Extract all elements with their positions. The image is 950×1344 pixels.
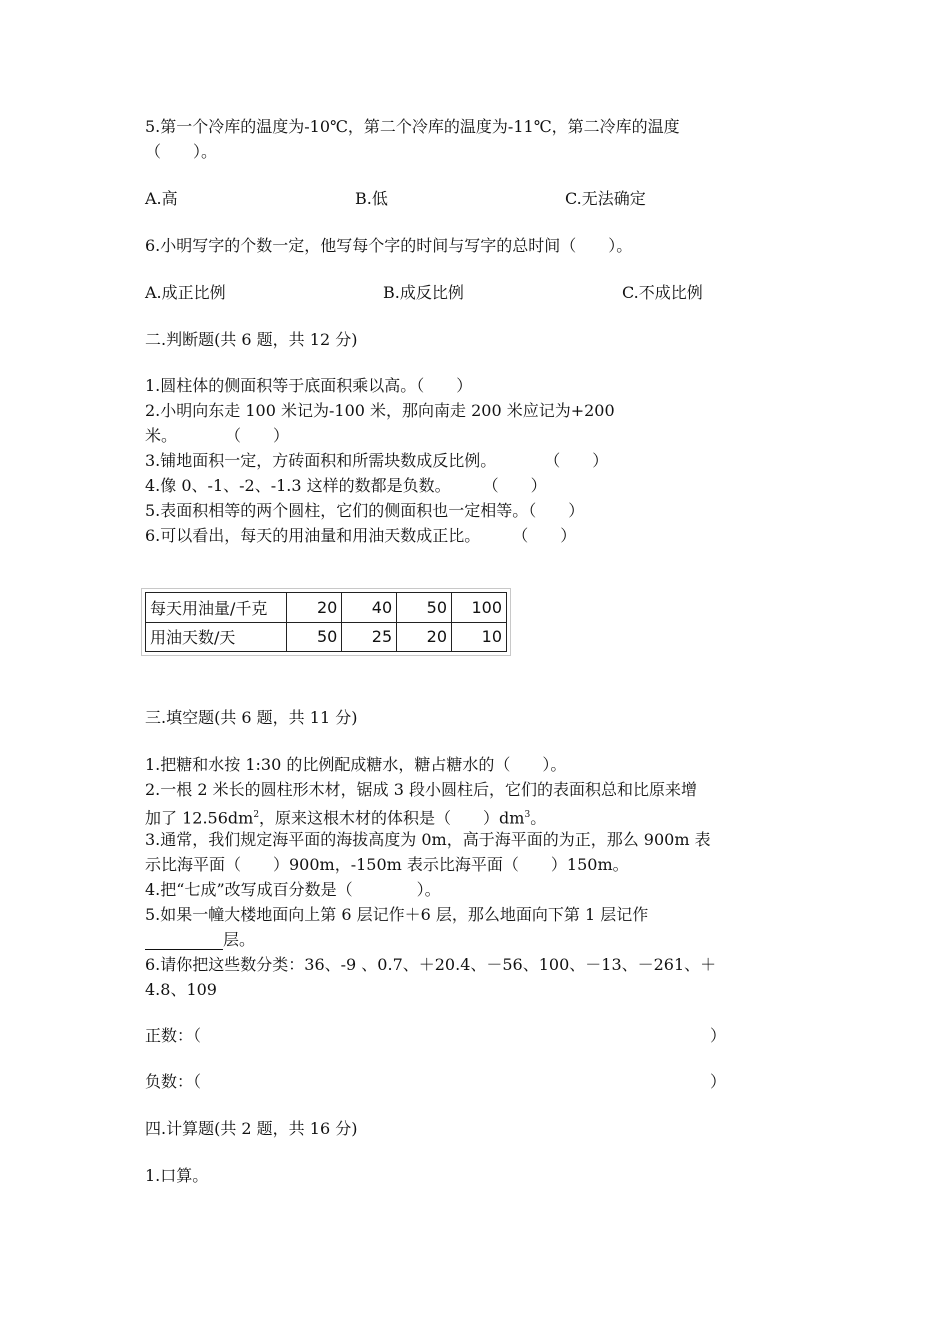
negative-close-paren: ） bbox=[710, 1072, 727, 1091]
fill-q2-text-a: 加了 12.56dm bbox=[145, 808, 254, 828]
table-row-label: 用油天数/天 bbox=[146, 622, 287, 652]
table-row bbox=[146, 593, 507, 623]
mc-q5-option-b: B.低 bbox=[355, 189, 388, 208]
negative-label: 负数：（ bbox=[145, 1072, 202, 1091]
fill-q6-line1: 6.请你把这些数分类：36、-9 、0.7、＋20.4、－56、100、－13、－261、＋ bbox=[145, 955, 717, 974]
table-cell: 20 bbox=[287, 593, 342, 623]
fill-q3-line1: 3.通常，我们规定海平面的海拔高度为 0m，高于海平面的为正，那么 900m 表 bbox=[145, 830, 711, 849]
fill-q2-text-c: 。 bbox=[530, 808, 547, 828]
mc-q6-option-b: B.成反比例 bbox=[383, 283, 464, 302]
mc-q5-option-a: A.高 bbox=[145, 189, 178, 208]
oil-table-frame bbox=[141, 588, 511, 656]
judge-item-2-line2: 米。 （ ） bbox=[145, 426, 290, 445]
positive-close-paren: ） bbox=[710, 1026, 727, 1045]
fill-q2-line2 bbox=[145, 805, 546, 828]
mc-q5-stem-line2: （ ）。 bbox=[145, 142, 218, 161]
answer-blank[interactable] bbox=[145, 933, 223, 950]
table-cell: 20 bbox=[397, 622, 452, 652]
positive-label: 正数：（ bbox=[145, 1026, 202, 1045]
table-cell: 40 bbox=[342, 593, 397, 623]
calc-heading: 四.计算题(共 2 题，共 16 分) bbox=[145, 1119, 358, 1138]
table-cell: 10 bbox=[452, 622, 507, 652]
oil-table bbox=[145, 592, 507, 652]
judge-item-4: 4.像 0、-1、-2、-1.3 这样的数都是负数。 （ ） bbox=[145, 476, 547, 495]
judge-item-3: 3.铺地面积一定，方砖面积和所需块数成反比例。 （ ） bbox=[145, 451, 609, 470]
fill-q2-superscript-2: 2 bbox=[253, 810, 260, 820]
table-cell: 50 bbox=[287, 622, 342, 652]
mc-q6-stem: 6.小明写字的个数一定，他写每个字的时间与写字的总时间（ ）。 bbox=[145, 236, 633, 255]
judge-heading: 二.判断题(共 6 题，共 12 分) bbox=[145, 330, 358, 349]
fill-q1: 1.把糖和水按 1:30 的比例配成糖水，糖占糖水的（ ）。 bbox=[145, 755, 567, 774]
mc-q5-stem-line1: 5.第一个冷库的温度为-10℃，第二个冷库的温度为-11℃，第二冷库的温度 bbox=[145, 117, 680, 136]
judge-item-5: 5.表面积相等的两个圆柱，它们的侧面积也一定相等。（ ） bbox=[145, 501, 585, 520]
mc-q6-option-a: A.成正比例 bbox=[145, 283, 226, 302]
judge-item-2-line1: 2.小明向东走 100 米记为-100 米，那向南走 200 米应记为+200 bbox=[145, 401, 615, 420]
table-cell: 25 bbox=[342, 622, 397, 652]
fill-q2-superscript-3: 3 bbox=[524, 810, 531, 820]
fill-q4: 4.把“七成”改写成百分数是（ ）。 bbox=[145, 880, 441, 899]
table-cell: 50 bbox=[397, 593, 452, 623]
table-cell: 100 bbox=[452, 593, 507, 623]
table-row-label: 每天用油量/千克 bbox=[146, 593, 287, 623]
fill-q2-line1: 2.一根 2 米长的圆柱形木材，锯成 3 段小圆柱后，它们的表面积总和比原来增 bbox=[145, 780, 697, 799]
table-row bbox=[146, 622, 507, 652]
judge-item-6: 6.可以看出，每天的用油量和用油天数成正比。 （ ） bbox=[145, 526, 577, 545]
fill-heading: 三.填空题(共 6 题，共 11 分) bbox=[145, 708, 358, 727]
judge-item-1: 1.圆柱体的侧面积等于底面积乘以高。（ ） bbox=[145, 376, 473, 395]
calc-q1: 1.口算。 bbox=[145, 1166, 209, 1185]
mc-q5-option-c: C.无法确定 bbox=[565, 189, 646, 208]
fill-q3-line2: 示比海平面（ ）900m，-150m 表示比海平面（ ）150m。 bbox=[145, 855, 629, 874]
fill-q5-suffix: 层。 bbox=[223, 930, 256, 949]
fill-q2-text-b: ，原来这根木材的体积是（ ）dm bbox=[259, 808, 525, 828]
fill-q6-line2: 4.8、109 bbox=[145, 980, 217, 999]
fill-q5-line2 bbox=[145, 930, 255, 950]
fill-q5-line1: 5.如果一幢大楼地面向上第 6 层记作＋6 层，那么地面向下第 1 层记作 bbox=[145, 905, 649, 924]
mc-q6-option-c: C.不成比例 bbox=[622, 283, 703, 302]
